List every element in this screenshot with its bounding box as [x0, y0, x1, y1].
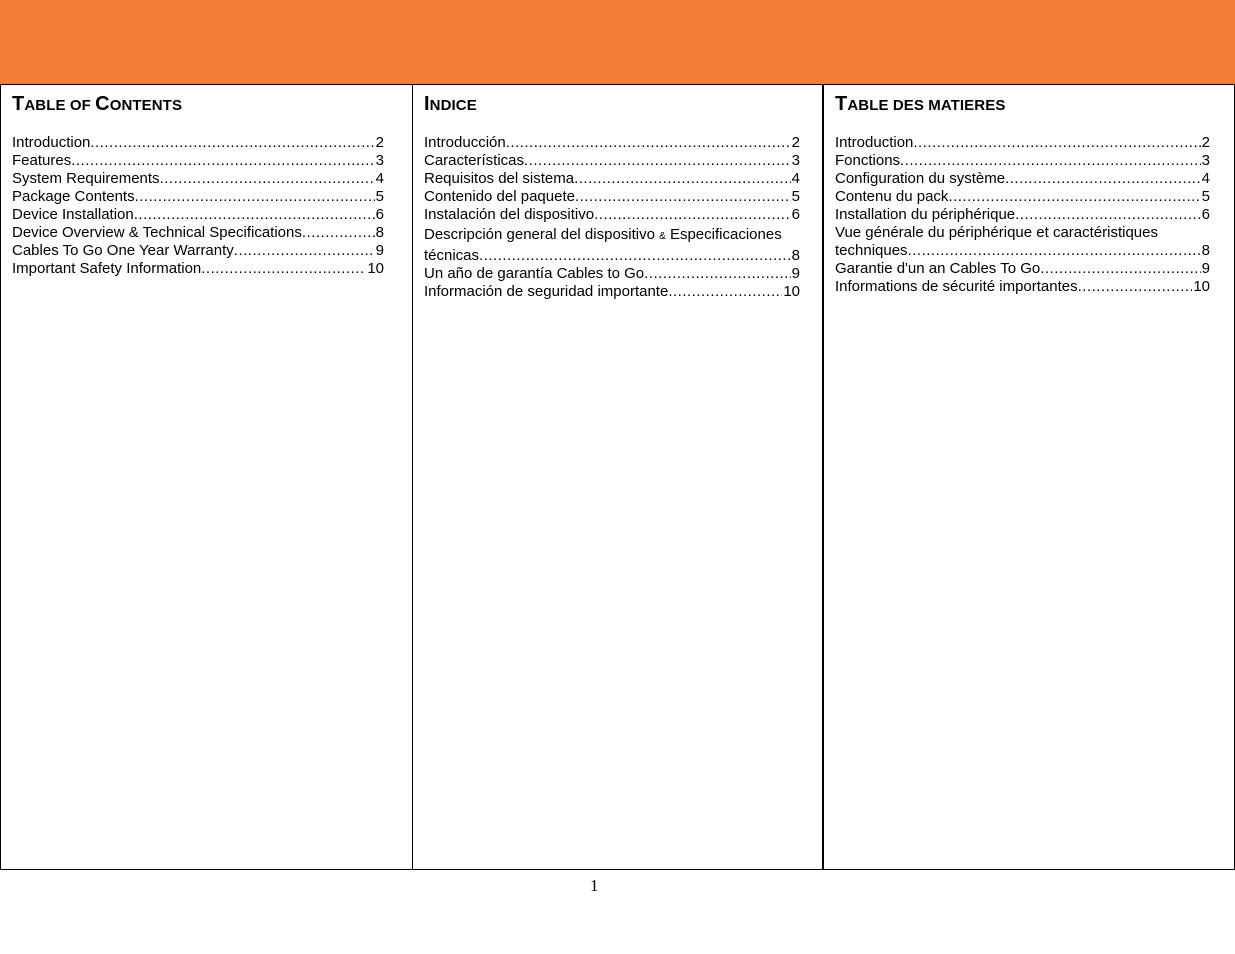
- toc-entry-page: 3: [375, 152, 384, 169]
- toc-entry-label: System Requirements: [12, 170, 160, 187]
- heading-initial: C: [95, 93, 110, 115]
- leader-dots: [574, 170, 791, 188]
- toc-entry-page: 6: [1201, 206, 1210, 223]
- leader-dots: [134, 206, 375, 224]
- toc-entry-page: 4: [375, 170, 384, 187]
- leader-dots: [90, 134, 374, 152]
- toc-entry[interactable]: [12, 170, 384, 188]
- header-banner: [0, 0, 1235, 84]
- heading-initial: I: [424, 93, 430, 115]
- toc-entry-label: Fonctions: [835, 152, 901, 169]
- toc-heading-spanish: [424, 93, 477, 116]
- toc-entry[interactable]: [835, 206, 1210, 224]
- toc-entry-label: Contenido del paquete: [424, 188, 575, 205]
- toc-entry[interactable]: [12, 260, 384, 278]
- toc-entry[interactable]: [424, 206, 800, 224]
- toc-entry-label: Características: [424, 152, 525, 169]
- toc-entry-page: 2: [791, 134, 800, 151]
- leader-dots: [135, 188, 375, 206]
- toc-entry[interactable]: [424, 247, 800, 265]
- toc-entry-page: 2: [1201, 134, 1210, 151]
- toc-entry-first-line[interactable]: [835, 224, 1210, 242]
- toc-entry-label: Configuration du système: [835, 170, 1006, 187]
- toc-list-spanish: [424, 134, 800, 301]
- toc-entry-page: 8: [1201, 242, 1210, 259]
- toc-entry-label: Contenu du pack: [835, 188, 949, 205]
- toc-entry-label: Introduction: [835, 134, 914, 151]
- leader-dots: [644, 265, 791, 283]
- leader-dots: [506, 134, 791, 152]
- toc-entry-page: 10: [367, 260, 384, 277]
- toc-entry[interactable]: [424, 152, 800, 170]
- leader-dots: [201, 260, 366, 278]
- toc-entry-label: Información de seguridad importante: [424, 283, 669, 300]
- toc-entry[interactable]: [424, 283, 800, 301]
- toc-entry[interactable]: [424, 188, 800, 206]
- leader-dots: [302, 224, 375, 242]
- toc-entry[interactable]: [835, 242, 1210, 260]
- toc-entry[interactable]: [835, 134, 1210, 152]
- toc-entry-label: Garantie d'un an Cables To Go: [835, 260, 1041, 277]
- toc-entry-label: Device Overview & Technical Specifications: [12, 224, 302, 241]
- toc-entry[interactable]: [835, 278, 1210, 296]
- leader-dots: [594, 206, 791, 224]
- toc-entry-page: 5: [791, 188, 800, 205]
- leader-dots: [1078, 278, 1193, 296]
- toc-entry-label: Device Installation: [12, 206, 134, 223]
- toc-entry[interactable]: [835, 152, 1210, 170]
- toc-entry-page: 5: [1201, 188, 1210, 205]
- toc-entry-page: 9: [375, 242, 384, 259]
- toc-entry-label: Un año de garantía Cables to Go: [424, 265, 645, 282]
- toc-entry[interactable]: [12, 152, 384, 170]
- toc-entry-label: Introduction: [12, 134, 91, 151]
- toc-entry-label: técnicas: [424, 247, 480, 264]
- toc-entry-label: Especificaciones: [665, 226, 782, 243]
- toc-entry[interactable]: [12, 242, 384, 260]
- toc-panel-spanish: [412, 84, 824, 870]
- toc-entry-page: 4: [791, 170, 800, 187]
- toc-entry-label: Instalación del dispositivo: [424, 206, 595, 223]
- toc-entry-page: 10: [1193, 278, 1210, 295]
- toc-entry-label: Features: [12, 152, 72, 169]
- toc-entry-label: Introducción: [424, 134, 506, 151]
- leader-dots: [575, 188, 791, 206]
- leader-dots: [524, 152, 791, 170]
- heading-text: ABLE DES MATIERES: [847, 97, 1006, 114]
- toc-entry[interactable]: [12, 134, 384, 152]
- heading-initial: T: [835, 93, 848, 115]
- heading-text: ONTENTS: [109, 97, 183, 114]
- toc-entry-page: 6: [791, 206, 800, 223]
- leader-dots: [71, 152, 374, 170]
- toc-entry-label: &: [659, 231, 666, 242]
- toc-entry-label: Installation du périphérique: [835, 206, 1016, 223]
- toc-list-french: [835, 134, 1210, 296]
- toc-entry-label: Vue générale du périphérique et caractéristiques: [835, 224, 1158, 241]
- leader-dots: [913, 134, 1200, 152]
- leader-dots: [160, 170, 375, 188]
- toc-list-english: [12, 134, 384, 278]
- toc-entry-page: 3: [791, 152, 800, 169]
- toc-entry[interactable]: [12, 206, 384, 224]
- heading-initial: T: [12, 93, 25, 115]
- toc-entry[interactable]: [12, 224, 384, 242]
- toc-panel-french: [822, 84, 1235, 870]
- leader-dots: [908, 242, 1201, 260]
- toc-entry-label: Cables To Go One Year Warranty: [12, 242, 234, 259]
- toc-entry-page: 6: [375, 206, 384, 223]
- toc-entry-page: 9: [1201, 260, 1210, 277]
- toc-entry[interactable]: [424, 134, 800, 152]
- toc-entry-page: 9: [791, 265, 800, 282]
- leader-dots: [1040, 260, 1200, 278]
- heading-text: NDICE: [429, 97, 477, 114]
- toc-entry-page: 4: [1201, 170, 1210, 187]
- toc-entry-label: Package Contents: [12, 188, 135, 205]
- toc-entry-label: Important Safety Information: [12, 260, 202, 277]
- page-number: 1: [590, 876, 599, 895]
- toc-entry-page: 3: [1201, 152, 1210, 169]
- toc-entry[interactable]: [835, 170, 1210, 188]
- leader-dots: [1015, 206, 1201, 224]
- toc-entry-label: Descripción general del dispositivo: [424, 226, 660, 243]
- leader-dots: [900, 152, 1201, 170]
- toc-entry-page: 8: [791, 247, 800, 264]
- toc-entry-label: techniques: [835, 242, 908, 259]
- toc-entry-label: Informations de sécurité importantes: [835, 278, 1078, 295]
- toc-entry-page: 2: [375, 134, 384, 151]
- leader-dots: [234, 242, 375, 260]
- toc-entry[interactable]: [12, 188, 384, 206]
- toc-heading-french: [835, 93, 1005, 116]
- leader-dots: [479, 247, 791, 265]
- toc-entry[interactable]: [424, 170, 800, 188]
- leader-dots: [668, 283, 782, 301]
- toc-entry-page: 10: [783, 283, 800, 300]
- toc-entry-label: Requisitos del sistema: [424, 170, 575, 187]
- toc-panel-english: [0, 84, 413, 870]
- heading-text: ABLE OF: [24, 97, 96, 114]
- toc-heading-english: [12, 93, 182, 116]
- leader-dots: [948, 188, 1200, 206]
- toc-entry-page: 8: [375, 224, 384, 241]
- toc-entry[interactable]: [835, 260, 1210, 278]
- toc-entry-first-line[interactable]: [424, 224, 800, 247]
- toc-entry[interactable]: [835, 188, 1210, 206]
- toc-entry-page: 5: [375, 188, 384, 205]
- toc-entry[interactable]: [424, 265, 800, 283]
- leader-dots: [1005, 170, 1201, 188]
